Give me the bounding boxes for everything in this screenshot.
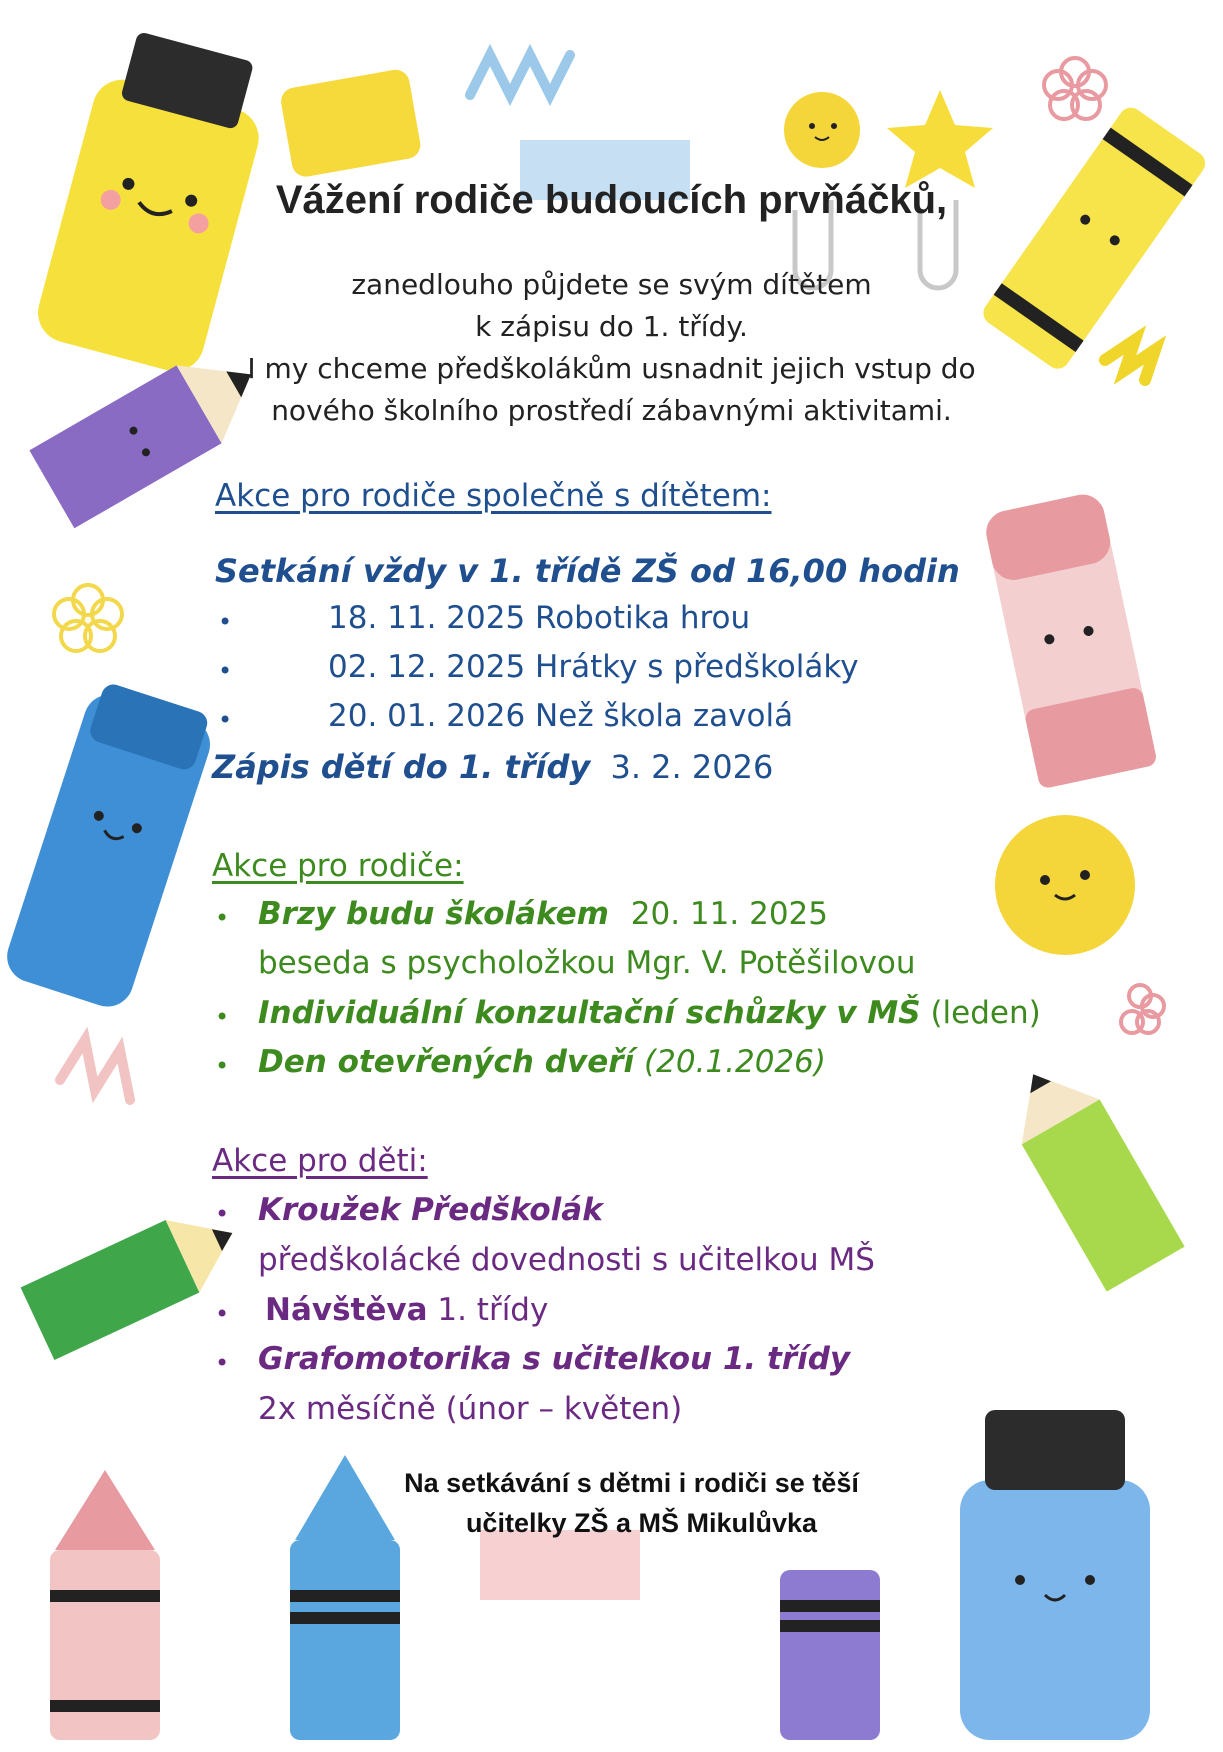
- event-note: (leden): [930, 995, 1041, 1031]
- section-parents-heading: Akce pro rodiče:: [212, 848, 464, 884]
- pink-pen-illustration: [982, 491, 1158, 790]
- event-note: (20.1.2026): [644, 1044, 826, 1080]
- bullet: •: [215, 1003, 230, 1031]
- event-title: Grafomotorika s učitelkou 1. třídy: [258, 1341, 851, 1377]
- pink-flower-decoration: [1121, 985, 1164, 1033]
- bullet: •: [215, 1300, 230, 1328]
- event-description: předškolácké dovednosti s učitelkou MŠ: [258, 1242, 875, 1278]
- bullet: •: [215, 1349, 230, 1377]
- bullet: •: [218, 706, 233, 734]
- footer-line: Na setkávání s dětmi i rodiči se těší: [404, 1468, 859, 1498]
- bullet: •: [218, 608, 233, 636]
- smiley-sun-illustration: [784, 92, 860, 168]
- intro-line: I my chceme předškolákům usnadnit jejich vstup do: [247, 352, 976, 385]
- intro-line: zanedlouho půjdete se svým dítětem: [351, 268, 872, 301]
- event-title: Individuální konzultační schůzky v MŠ: [258, 995, 921, 1031]
- event-description: beseda s psycholožkou Mgr. V. Potěšilovou: [258, 945, 916, 981]
- bullet: •: [215, 904, 230, 932]
- event-title: Brzy budu školákem: [258, 896, 609, 932]
- event-date: 20. 11. 2025: [630, 896, 828, 932]
- event-item: [258, 1044, 826, 1080]
- section-children-heading: Akce pro děti:: [212, 1143, 428, 1179]
- bullet: •: [218, 657, 233, 685]
- event-item: 18. 11. 2025 Robotika hrou: [328, 600, 751, 636]
- event-description: 2x měsíčně (únor – květen): [258, 1391, 683, 1427]
- meeting-info: Setkání vždy v 1. třídě ZŠ od 16,00 hodin: [215, 552, 960, 590]
- footer-line: učitelky ZŠ a MŠ Mikulůvka: [465, 1508, 818, 1538]
- blue-pen-illustration: [0, 678, 219, 1013]
- smiley-coin-illustration: [995, 815, 1135, 955]
- enrollment-label: Zápis dětí do 1. třídy: [212, 748, 591, 786]
- pink-tape-decoration: [480, 1530, 640, 1600]
- enrollment-date: 3. 2. 2026: [610, 748, 774, 786]
- intro-line: nového školního prostředí zábavnými aktivitami.: [271, 394, 952, 427]
- section-parents-with-child-heading: Akce pro rodiče společně s dítětem:: [215, 478, 772, 514]
- page-title: Vážení rodiče budoucích prvňáčků,: [275, 178, 948, 222]
- event-title: Den otevřených dveří: [258, 1044, 635, 1080]
- flower-outline-decoration: [1044, 58, 1106, 119]
- purple-crayon-illustration: [780, 1570, 880, 1740]
- event-item: [258, 995, 1041, 1031]
- event-rest: 1. třídy: [437, 1292, 549, 1328]
- bullet: •: [215, 1052, 230, 1080]
- green-pencil-illustration: [994, 1052, 1184, 1292]
- enrollment-line: [212, 748, 773, 786]
- pink-squiggle-decoration: [60, 1040, 130, 1100]
- bullet: •: [215, 1200, 230, 1228]
- event-title: Kroužek Předškolák: [258, 1192, 603, 1228]
- event-item: 02. 12. 2025 Hrátky s předškoláky: [328, 649, 859, 685]
- event-item: [258, 896, 828, 932]
- event-item: 20. 01. 2026 Než škola zavolá: [328, 698, 794, 734]
- blue-highlighter-illustration: [960, 1410, 1150, 1740]
- star-illustration: [887, 90, 993, 188]
- event-item: [265, 1292, 548, 1328]
- intro-line: k zápisu do 1. třídy.: [475, 310, 748, 343]
- blue-squiggle-decoration: [470, 55, 570, 95]
- event-title: Návštěva: [265, 1292, 428, 1328]
- yellow-flower-decoration: [54, 585, 122, 651]
- yellow-eraser-illustration: [279, 68, 423, 179]
